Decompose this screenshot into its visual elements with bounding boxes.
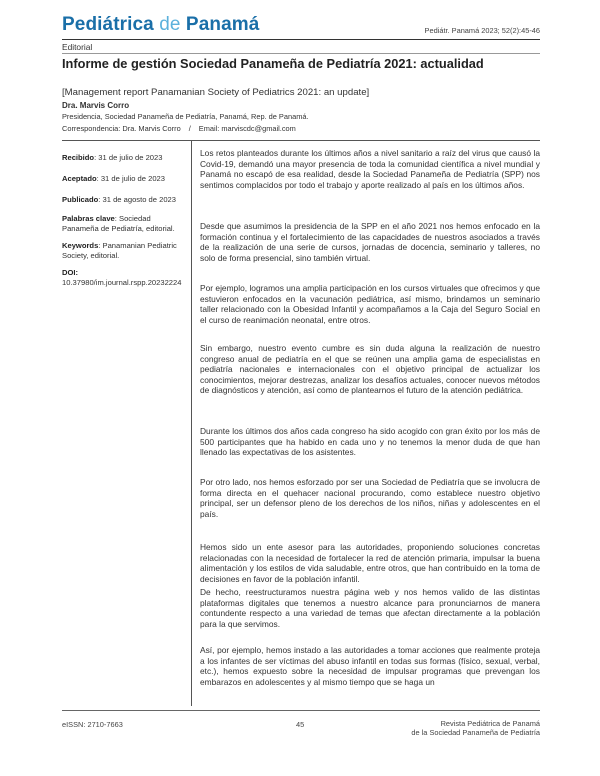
sidebar-copyright — [8, 90, 22, 670]
paragraph-8: De hecho, reestructuramos nuestra página web y nos hemos valido de las distintas plataformas digitales que tenemos a nuestro alcance para pronunciarnos de manera contundente respecto a una variedad de temas que afectan directamente a la población para la que servimos. — [200, 587, 540, 629]
article-author: Dra. Marvis Corro — [62, 101, 130, 110]
journal-citation: Pediátr. Panamá 2023; 52(2):45-46 — [424, 26, 540, 35]
keywords-en: Keywords: Panamanian Pediatric Society, editorial. — [62, 241, 177, 260]
paragraph-2: Desde que asumimos la presidencia de la SPP en el año 2021 nos hemos enfocado en la formación continua y el fortalecimiento de las capacidades de nuestros asociados a través de la realización de una serie de cursos, jornadas de docencia, seminario y talleres, no solo de forma presencial, sino también virtual. — [200, 221, 540, 263]
article-title: Informe de gestión Sociedad Panameña de Pediatría 2021: actualidad — [62, 56, 484, 71]
section-label: Editorial — [62, 42, 93, 52]
article-subtitle: [Management report Panamanian Society of Pediatrics 2021: an update] — [62, 87, 370, 98]
footer-issn: eISSN: 2710-7663 — [62, 720, 123, 729]
keywords-es: Palabras clave: Sociedad Panameña de Pediatría, editorial. — [62, 214, 175, 233]
header-divider — [62, 39, 540, 40]
email-address: Email: marviscdc@gmail.com — [198, 124, 296, 133]
content-divider — [62, 140, 540, 141]
received-date: Recibido: 31 de julio de 2023 — [62, 153, 163, 162]
paragraph-4: Sin embargo, nuestro evento cumbre es sin duda alguna la realización de nuestro congreso anual de pediatría en el que se reúnen una amplia gama de especialistas en pediatría nacionales e internacionales con el objetivo principal de actualizar los conocimientos, mejorar destrezas, analizar los desafíos actuales, conocer nuevos métodos de diagnósticos y atención, así como de plantearnos el futuro de la atención pediátrica. — [200, 343, 540, 396]
footer-divider — [62, 710, 540, 711]
correspondence: Correspondencia: Dra. Marvis Corro / Email: marviscdc@gmail.com — [62, 124, 296, 133]
column-divider — [191, 140, 192, 706]
paragraph-9: Así, por ejemplo, hemos instado a las autoridades a tomar acciones que realmente proteja a los infantes de ser víctimas del abuso infantil en todas sus formas (físico, sexual, verbal, etc.), hemos expuesto sobre la necesidad de impulsar programas que prevengan los embarazos en adolescentes y al mismo tiempo que se haga un — [200, 645, 540, 687]
paragraph-1: Los retos planteados durante los últimos años a nivel sanitario a raíz del virus que causó la Covid-19, demandó una mayor presencia de toda la comunidad científica a nivel mundial y Panamá no escapó de esa realidad, desde la Sociedad Panameña de Pediatría (SPP) nos sentimos complacidos por todo el trabajo y aporte realizado al país en los últimos años. — [200, 148, 540, 190]
section-divider — [62, 53, 540, 54]
author-affiliation: Presidencia, Sociedad Panameña de Pediatría, Panamá, Rep. de Panamá. — [62, 112, 309, 121]
published-date: Publicado: 31 de agosto de 2023 — [62, 195, 176, 204]
page-number: 45 — [296, 720, 305, 729]
journal-header — [62, 14, 540, 40]
paragraph-7: Hemos sido un ente asesor para las autoridades, proponiendo soluciones concretas relacionadas con la necesidad de fortalecer la red de atención primaria, impulsar la buena alimentación y los estilos de vida saludable, entre otros, que han contribuido en la toma de decisiones en favor de la población infantil. — [200, 542, 540, 584]
doi: DOI: 10.37980/im.journal.rspp.20232224 — [62, 268, 182, 287]
doi-link[interactable]: 10.37980/im.journal.rspp.20232224 — [62, 277, 182, 287]
paragraph-5: Durante los últimos dos años cada congreso ha sido acogido con gran éxito por los más de 500 participantes que ha habido en cada uno y no tenemos la menor duda de que han llenado las expectativas de los asistentes. — [200, 426, 540, 458]
paragraph-3: Por ejemplo, logramos una amplia participación en los cursos virtuales que ofrecimos y que estuvieron enfocados en la vacunación pediátrica, así mismo, brindamos un seminario taller relacionado con la Obesidad Infantil y acompañamos a la Caja del Seguro Social en el curso de reanimación neonatal, entre otros. — [200, 283, 540, 325]
accepted-date: Aceptado: 31 de julio de 2023 — [62, 174, 166, 183]
footer-journal: Revista Pediátrica de Panamá de la Sociedad Panameña de Pediatría — [411, 719, 540, 738]
journal-logo: Pediátrica de Panamá — [62, 14, 260, 35]
paragraph-6: Por otro lado, nos hemos esforzado por ser una Sociedad de Pediatría que se involucra de forma directa en el quehacer nacional procurando, como establece nuestro objetivo principal, ser un defensor pleno de los derechos de los niños, niñas y adolescentes en el país. — [200, 477, 540, 519]
